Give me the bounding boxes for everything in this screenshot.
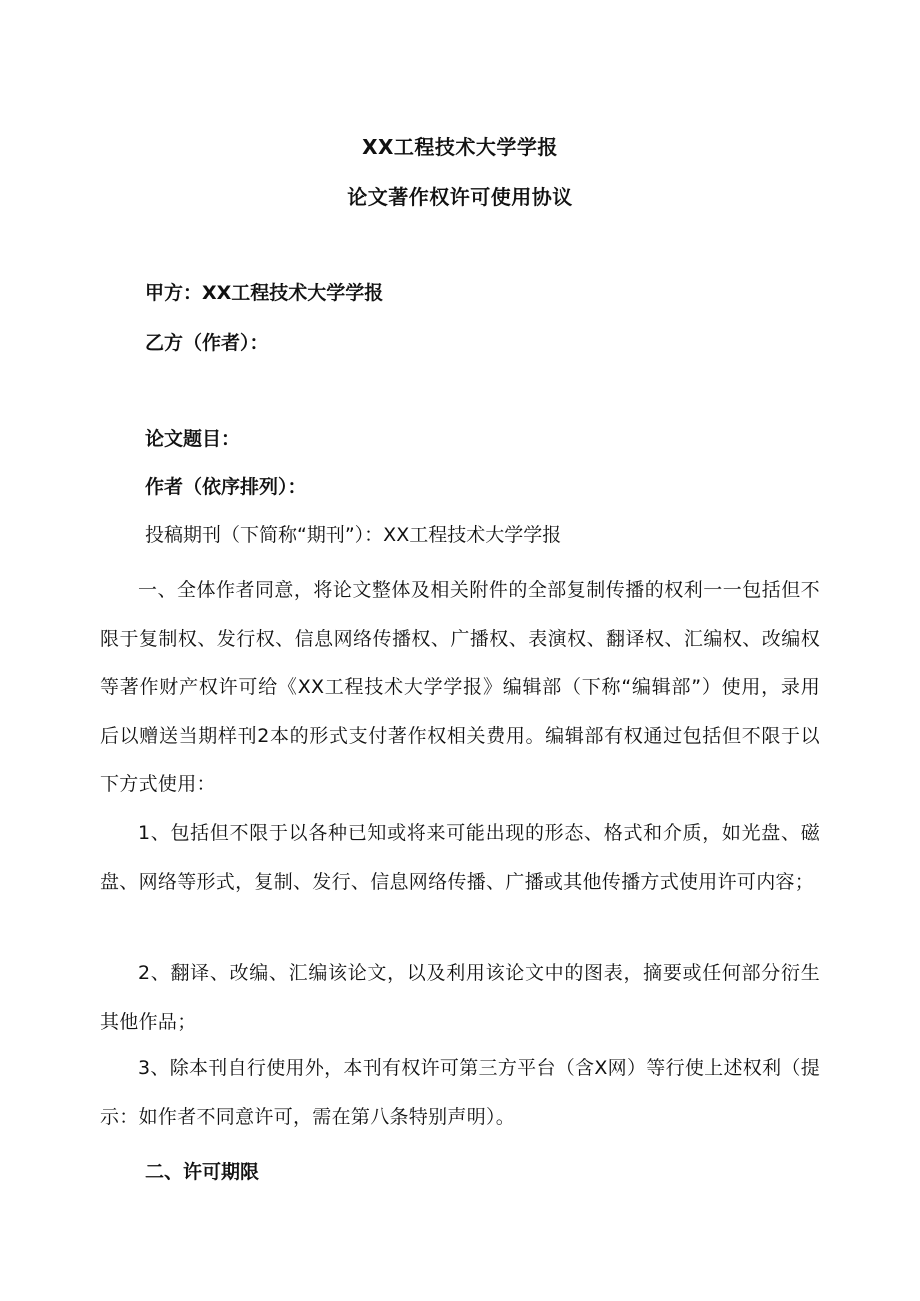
- party-a: 甲方：XX工程技术大学学报: [145, 282, 384, 304]
- clause-1: 一、全体作者同意，将论文整体及相关附件的全部复制传播的权利一一包括但不限于复制权、发行权、信息网络传播权、广播权、表演权、翻译权、汇编权、改编权等著作财产权许可给《XX工程技术大学学报》编辑部（下称“编辑部”）使用，录用后以赠送当期样刊2本的形式支付著作权相关费用。编辑部有权通过包括但不限于以下方式使用：: [100, 579, 820, 795]
- clause-1-item-2: 2、翻译、改编、汇编该论文，以及利用该论文中的图表，摘要或任何部分衍生其他作品；: [100, 962, 820, 1033]
- party-b: 乙方（作者）：: [145, 332, 269, 354]
- clause-1-item-1: 1、包括但不限于以各种已知或将来可能出现的形态、格式和介质，如光盘、磁盘、网络等形式，复制、发行、信息网络传播、广播或其他传播方式使用许可内容；: [100, 822, 820, 893]
- journal-title: XX工程技术大学学报: [362, 135, 558, 159]
- journal-line: 投稿期刊（下简称“期刊”）：XX工程技术大学学报: [145, 524, 562, 546]
- paper-title-label: 论文题目：: [145, 428, 241, 450]
- section-2-heading: 二、许可期限: [145, 1161, 260, 1183]
- authors-label: 作者（依序排列）：: [145, 476, 307, 498]
- agreement-title: 论文著作权许可使用协议: [347, 185, 573, 209]
- clause-1-item-3: 3、除本刊自行使用外，本刊有权许可第三方平台（含X网）等行使上述权利（提示：如作者不同意许可，需在第八条特别声明）。: [100, 1057, 820, 1128]
